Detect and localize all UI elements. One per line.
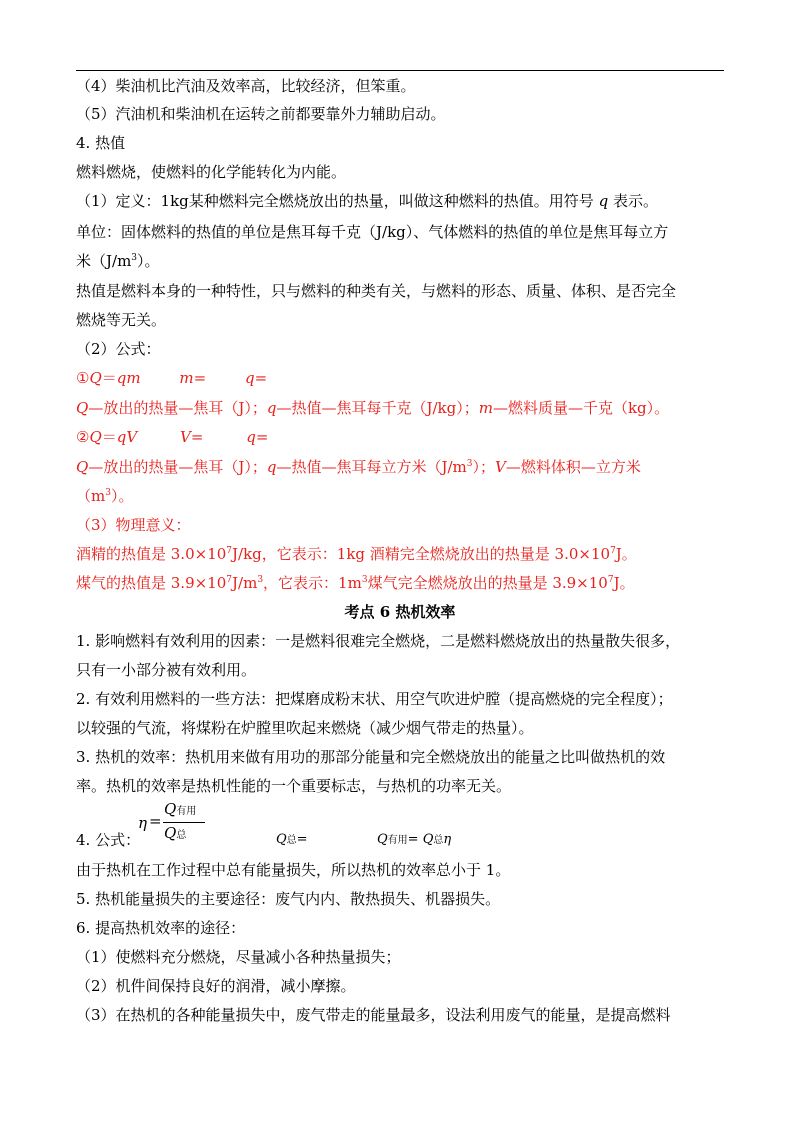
text-line: （3）在热机的各种能量损失中，废气带走的能量最多，设法利用废气的能量，是提高燃料 <box>76 1006 671 1024</box>
formula-legend: Q—放出的热量—焦耳（J）；q—热值—焦耳每千克（J/kg）；m—燃料质量—千克（kg）。 <box>76 399 670 417</box>
text-line: 燃烧等无关。 <box>76 311 167 329</box>
example-line: 煤气的热值是 $3.9\times 10^7J/m^3$，它表示：$1m^3$煤气完全燃烧放出的热量是 $3.9\times 10^7J$。 <box>76 574 635 592</box>
formula-total: Q总= <box>276 832 308 847</box>
efficiency-formula: η = Q有用 Q总 <box>138 800 208 848</box>
text-line: 6. 提高热机效率的途径： <box>76 919 246 937</box>
text-line: 单位：固体燃料的热值的单位是焦耳每千克（J/kg）、气体燃料的热值的单位是焦耳每立方 <box>76 223 669 241</box>
text-line: （2）机件间保持良好的润滑，减小摩擦。 <box>76 977 356 995</box>
text-line: 米$(J/m^3)$。 <box>76 252 160 270</box>
formula-legend: Q—放出的热量—焦耳（J）；q—热值—焦耳每立方米$(J/m^3)$；V—燃料体积—立方米 <box>76 458 641 476</box>
text-line: （4）柴油机比汽油及效率高，比较经济，但笨重。 <box>76 77 416 95</box>
text-line: （2）公式： <box>76 340 161 358</box>
text-line: （3）物理意义： <box>76 516 191 534</box>
text-line: 只有一小部分被有效利用。 <box>76 661 257 679</box>
text-line: 燃料燃烧，使燃料的化学能转化为内能。 <box>76 163 347 181</box>
text-line: （1）使燃料充分燃烧，尽量减小各种热量损失； <box>76 948 401 966</box>
text-line: 3. 热机的效率：热机用来做有用功的那部分能量和完全燃烧放出的能量之比叫做热机的效 <box>76 748 666 766</box>
section-title: 考点 6 热机效率 <box>344 603 456 621</box>
text-line: 2. 有效利用燃料的一些方法：把煤磨成粉末状、用空气吹进炉膛（提高燃烧的完全程度）； <box>76 690 673 708</box>
formula-label: 4. 公式： <box>76 831 141 849</box>
text-line: 1. 影响燃料有效利用的因素：一是燃料很难完全燃烧，二是燃料燃烧放出的热量散失很多， <box>76 632 681 650</box>
text-line: （1）定义：1kg某种燃料完全燃烧放出的热量，叫做这种燃料的热值。用符号 q 表示。 <box>76 192 658 210</box>
header-rule <box>76 70 724 71</box>
formula-line: ②Q＝qV V= q= <box>76 428 269 446</box>
section-heading: 4. 热值 <box>76 134 126 152</box>
formula-useful: Q有用= Q总η <box>377 832 452 847</box>
text-line: 率。热机的效率是热机性能的一个重要标志，与热机的功率无关。 <box>76 777 512 795</box>
formula-line: ①Q＝qm m= q= <box>76 369 268 387</box>
example-line: 酒精的热值是 $3.0\times 10^7J/kg$，它表示：1kg 酒精完全燃烧放出的热量是 $3.0\times 10^7J$。 <box>76 545 637 563</box>
text-line: 5. 热机能量损失的主要途径：废气内内、散热损失、机器损失。 <box>76 890 501 908</box>
text-line: 由于热机在工作过程中总有能量损失，所以热机的效率总小于 1。 <box>76 861 511 879</box>
text-line: 以较强的气流，将煤粉在炉膛里吹起来燃烧（减少烟气带走的热量）。 <box>76 719 534 737</box>
text-line: （5）汽油机和柴油机在运转之前都要靠外力辅助启动。 <box>76 105 446 123</box>
formula-legend: $(m^3)$。 <box>76 487 134 505</box>
text-line: 热值是燃料本身的一种特性，只与燃料的种类有关，与燃料的形态、质量、体积、是否完全 <box>76 282 677 300</box>
